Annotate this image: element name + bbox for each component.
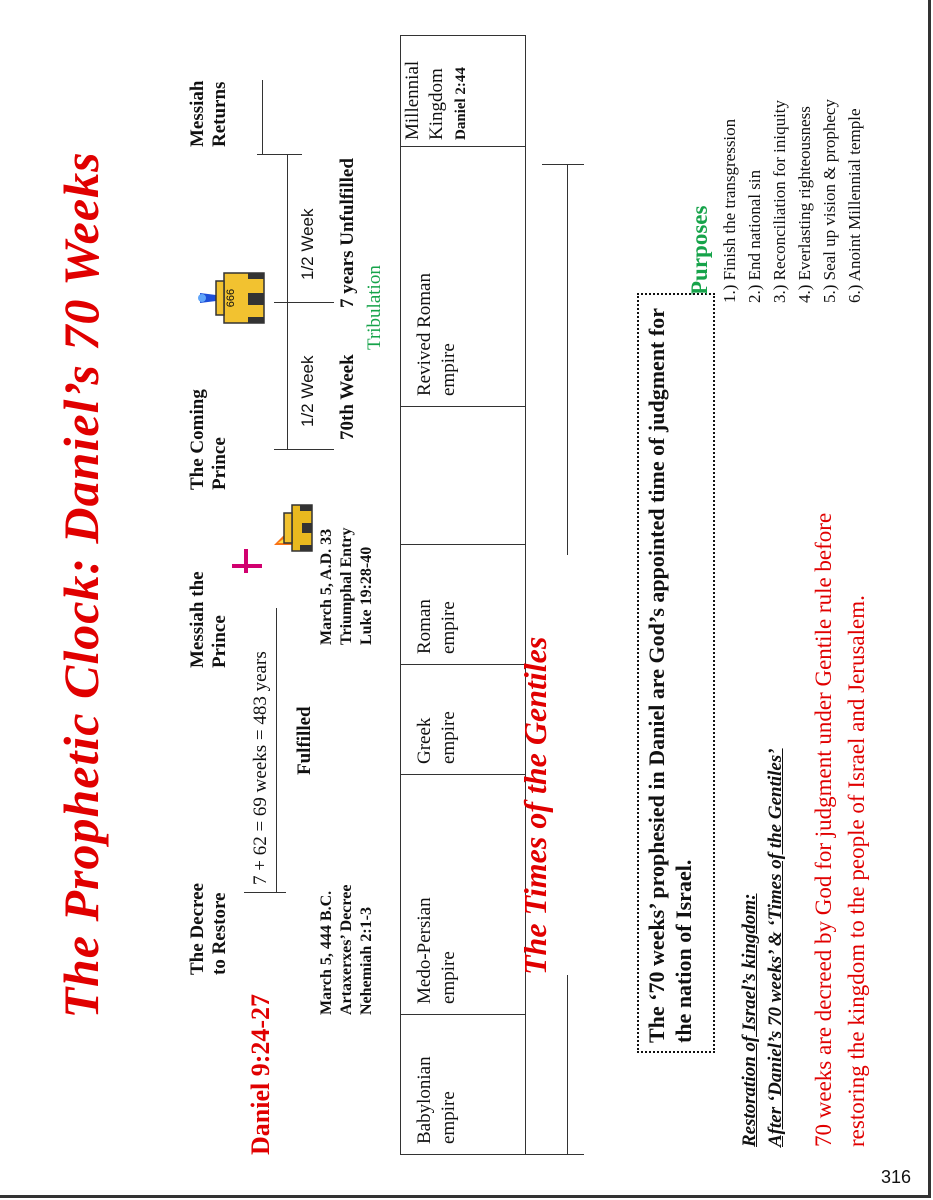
decree-paragraph-line: 70 weeks are decreed by God for judgment under Gentile rule before: [811, 512, 836, 1147]
restoration-sub: After ‘Daniel’s 70 weeks’ & ‘Times of the Gentiles’: [765, 748, 786, 1147]
header-messiah-prince: Messiah the Prince: [187, 571, 230, 668]
empire-name: Roman: [414, 599, 435, 654]
rotated-sheet: [12, 15, 912, 1175]
empire-cell: [401, 664, 525, 774]
empire-name: Greek: [414, 717, 435, 764]
restoration-heading: Restoration of Israel’s kingdom:: [739, 893, 760, 1147]
empire-cell: [401, 146, 525, 406]
empire-sub: empire: [438, 711, 459, 764]
decree-paragraph: [807, 513, 873, 1147]
decree-name: Artaxerxes’ Decree: [338, 884, 355, 1015]
decree-date: March 5, 444 B.C.: [318, 890, 335, 1015]
page-number: 316: [880, 1167, 911, 1187]
kingdom-cell: [401, 36, 525, 146]
gentiles-tick-left: [524, 1154, 584, 1155]
decree-paragraph-line: restoring the kingdom to the people of Israel and Jerusalem.: [844, 595, 869, 1147]
header-messiah-returns: Messiah Returns: [187, 80, 230, 147]
header-coming-prince: The Coming Prince: [187, 389, 230, 490]
temple-number: 666: [225, 288, 237, 308]
purpose-item: 4.) Everlasting righteousness: [795, 106, 814, 303]
entry-name: Triumphal Entry: [338, 527, 355, 645]
gentiles-line-left: [567, 975, 568, 1155]
empire-sub: empire: [438, 343, 459, 396]
empire-cell: [401, 406, 525, 544]
week70-tick-mid: [274, 302, 334, 303]
empire-table: [400, 35, 526, 1155]
header-decree: The Decree to Restore: [187, 883, 230, 975]
half-week-1: 1/2 Week: [298, 355, 317, 427]
empire-cell: [401, 774, 525, 1014]
week70-tick-right: [257, 154, 302, 155]
empire-name: Medo-Persian: [414, 897, 435, 1004]
week70-tick-left: [274, 449, 334, 450]
purpose-item: 5.) Seal up vision & prophecy: [820, 99, 839, 303]
gentiles-line-right: [567, 165, 568, 555]
kingdom-line1: Millennial: [402, 60, 423, 140]
tribulation-label: Tribulation: [364, 265, 385, 350]
decree-date-block: [317, 885, 377, 1015]
empire-sub: empire: [438, 601, 459, 654]
entry-date-block: [317, 528, 377, 646]
purpose-item: 6.) Anoint Millennial temple: [845, 108, 864, 303]
cross-icon: [228, 547, 266, 577]
entry-date: March 5, A.D. 33: [318, 528, 335, 645]
returns-line: [262, 80, 263, 155]
gentiles-tick-right: [542, 164, 584, 165]
temple-666-icon: [198, 263, 278, 337]
page-title: The Prophetic Clock: Daniel’s 70 Weeks: [53, 151, 109, 1019]
half-week-2: 1/2 Week: [298, 208, 317, 280]
decree-citation: Nehemiah 2:1-3: [358, 907, 375, 1015]
empire-cell: [401, 544, 525, 664]
empire-cell: [401, 1014, 525, 1154]
judgment-statement: The ‘70 weeks’ prophesied in Daniel are God’s appointed time of judgment for the nation of Israel.: [637, 293, 715, 1053]
burning-temple-icon: [274, 507, 314, 555]
scripture-reference: Daniel 9:24-27: [246, 993, 275, 1155]
times-of-gentiles: The Times of the Gentiles: [517, 636, 553, 975]
entry-citation: Luke 19:28-40: [358, 546, 375, 645]
restoration-block: [737, 748, 789, 1147]
empire-name: Babylonian: [414, 1056, 435, 1144]
empire-sub: empire: [438, 1091, 459, 1144]
timeline-line-69-weeks: [276, 608, 277, 893]
purposes-title: Purposes: [687, 205, 712, 295]
purpose-item: 2.) End national sin: [745, 169, 764, 303]
purpose-item: 1.) Finish the transgression: [720, 118, 739, 303]
empire-sub: empire: [438, 951, 459, 1004]
seventieth-week: 70th Week: [337, 354, 358, 440]
timeline-tick-start: [244, 892, 286, 893]
kingdom-line2: Kingdom: [426, 68, 447, 140]
empire-name: Revived Roman: [414, 273, 435, 396]
purposes-list: [717, 99, 867, 303]
kingdom-citation: Daniel 2:44: [453, 67, 469, 140]
seven-years-unfulfilled: 7 years Unfulfilled: [337, 158, 358, 308]
purpose-item: 3.) Reconciliation for iniquity: [770, 99, 789, 303]
equation-text: 7 + 62 = 69 weeks = 483 years: [250, 651, 271, 885]
fulfilled-label: Fulfilled: [294, 706, 315, 775]
